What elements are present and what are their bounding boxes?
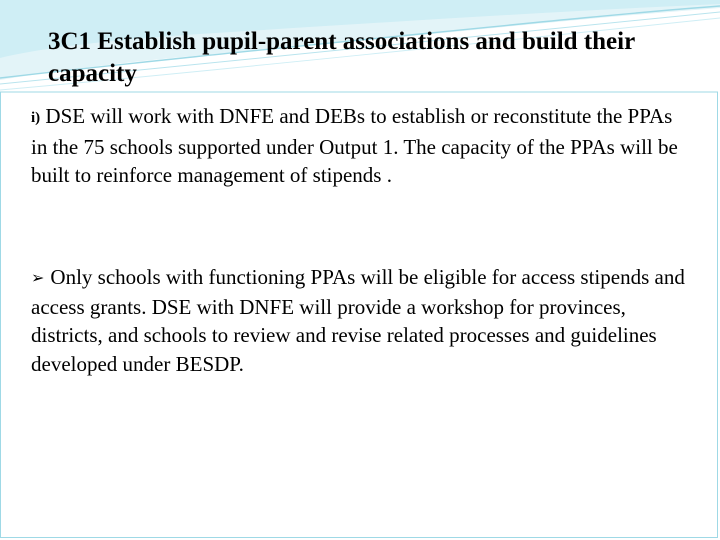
paragraph-1-text: DSE will work with DNFE and DEBs to establish or reconstitute the PPAs in the 75 schools supported under Output 1. The capacity of the PPAs will be built to reinforce management of stipends . [31, 104, 678, 187]
paragraph-1 [31, 102, 691, 190]
paragraph-2-text: Only schools with functioning PPAs will be eligible for access stipends and access grants. DSE with DNFE will provide a workshop for provinces, districts, and schools to review and revise related processes and guidelines developed under BESDP. [31, 265, 685, 376]
slide-title: 3C1 Establish pupil-parent associations and build their capacity [48, 28, 635, 87]
arrow-bullet-icon: ➢ [31, 268, 45, 287]
paragraph-1-marker: i) [31, 110, 41, 126]
paragraph-2 [31, 263, 691, 378]
